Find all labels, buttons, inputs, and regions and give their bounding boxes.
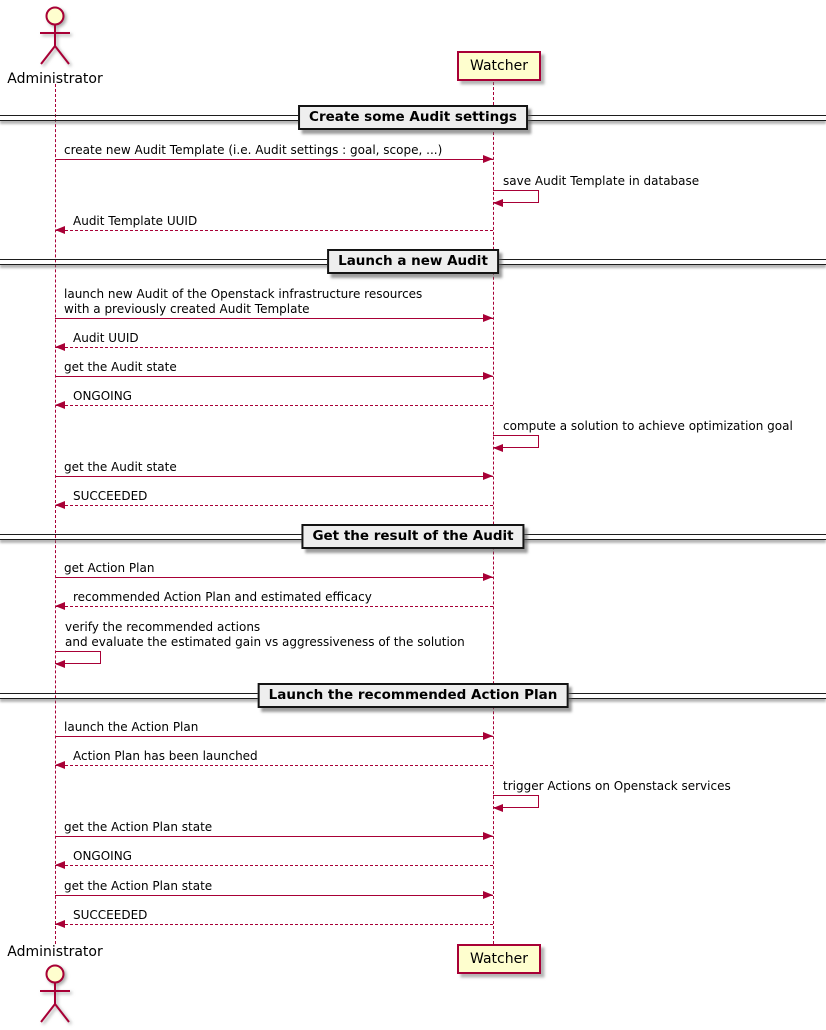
arrow-left-icon [55, 602, 65, 610]
arrow-right-icon [483, 155, 493, 163]
message-text: Audit Template UUID [73, 214, 198, 228]
self-arrow [493, 435, 539, 448]
message-text: ONGOING [73, 389, 132, 403]
message-audit-template-uuid [55, 214, 493, 231]
participant-watcher-bottom: Watcher [457, 944, 541, 974]
message-text: get the Action Plan state [64, 879, 213, 893]
arrow [55, 476, 493, 477]
arrow-right-icon [483, 573, 493, 581]
message-ongoing-2 [55, 849, 493, 866]
arrow [55, 318, 493, 319]
message-text: recommended Action Plan and estimated efficacy [73, 590, 372, 604]
arrow [55, 924, 493, 925]
lifeline-administrator [55, 84, 56, 944]
arrow [55, 159, 493, 160]
message-text: launch the Action Plan [64, 720, 199, 734]
self-message-save-audit-template [493, 174, 699, 203]
arrow [55, 505, 493, 506]
actor-administrator-label: Administrator [7, 944, 103, 960]
message-audit-uuid [55, 331, 493, 348]
message-text: create new Audit Template (i.e. Audit settings : goal, scope, ...) [64, 143, 443, 157]
message-text-line1: launch new Audit of the Openstack infrastructure resources [64, 287, 423, 301]
divider-label: Launch the recommended Action Plan [258, 683, 569, 708]
message-launch-new-audit [55, 287, 493, 319]
arrow [55, 736, 493, 737]
self-message-trigger-actions [493, 779, 731, 808]
arrow [55, 606, 493, 607]
arrow-right-icon [483, 372, 493, 380]
message-text: Action Plan has been launched [73, 749, 258, 763]
actor-administrator-bottom [0, 944, 110, 1030]
message-succeeded-1 [55, 489, 493, 506]
arrow-left-icon [55, 343, 65, 351]
arrow-left-icon [55, 660, 65, 668]
arrow-right-icon [483, 472, 493, 480]
message-succeeded-2 [55, 908, 493, 925]
self-message-verify-actions [55, 620, 465, 664]
arrow [55, 405, 493, 406]
message-create-audit-template [55, 143, 493, 160]
arrow-right-icon [483, 314, 493, 322]
arrow-left-icon [55, 401, 65, 409]
message-get-action-plan-state-1 [55, 820, 493, 837]
message-text: get the Audit state [64, 360, 177, 374]
message-text-line2: with a previously created Audit Template [64, 302, 310, 316]
arrow [55, 836, 493, 837]
message-text: trigger Actions on Openstack services [503, 779, 731, 793]
self-arrow [493, 795, 539, 808]
arrow-left-icon [55, 226, 65, 234]
arrow [55, 347, 493, 348]
actor-administrator-top [0, 5, 110, 87]
message-get-audit-state-2 [55, 460, 493, 477]
message-text-line1: verify the recommended actions [65, 620, 261, 634]
message-text: save Audit Template in database [503, 174, 700, 188]
arrow [55, 376, 493, 377]
arrow [55, 230, 493, 231]
divider-label: Get the result of the Audit [301, 524, 524, 549]
actor-icon [35, 5, 75, 67]
arrow-left-icon [55, 761, 65, 769]
arrow [55, 577, 493, 578]
message-recommended-action-plan [55, 590, 493, 607]
message-text: compute a solution to achieve optimization goal [503, 419, 793, 433]
arrow-right-icon [483, 832, 493, 840]
arrow [55, 765, 493, 766]
arrow-left-icon [493, 804, 503, 812]
participant-watcher-top: Watcher [457, 51, 541, 81]
message-text: get Action Plan [64, 561, 155, 575]
message-text: get the Action Plan state [64, 820, 213, 834]
message-ongoing-1 [55, 389, 493, 406]
arrow-left-icon [55, 501, 65, 509]
divider-label: Launch a new Audit [327, 249, 499, 274]
arrow [55, 895, 493, 896]
arrow-right-icon [483, 891, 493, 899]
message-text: ONGOING [73, 849, 132, 863]
arrow-right-icon [483, 732, 493, 740]
message-get-action-plan-state-2 [55, 879, 493, 896]
lifeline-watcher [493, 82, 494, 944]
actor-icon [35, 960, 75, 1028]
actor-administrator-label: Administrator [7, 71, 103, 87]
message-text: Audit UUID [73, 331, 139, 345]
message-text-line2: and evaluate the estimated gain vs aggressiveness of the solution [65, 635, 465, 649]
message-text: SUCCEEDED [73, 489, 148, 503]
message-get-audit-state-1 [55, 360, 493, 377]
arrow [55, 865, 493, 866]
arrow-left-icon [55, 861, 65, 869]
message-action-plan-launched [55, 749, 493, 766]
message-text: get the Audit state [64, 460, 177, 474]
arrow-left-icon [493, 444, 503, 452]
divider-label: Create some Audit settings [298, 105, 528, 130]
message-text: SUCCEEDED [73, 908, 148, 922]
self-message-compute-solution [493, 419, 793, 448]
message-get-action-plan [55, 561, 493, 578]
self-arrow [493, 190, 539, 203]
self-arrow [55, 651, 101, 664]
arrow-left-icon [55, 920, 65, 928]
message-launch-action-plan [55, 720, 493, 737]
arrow-left-icon [493, 199, 503, 207]
